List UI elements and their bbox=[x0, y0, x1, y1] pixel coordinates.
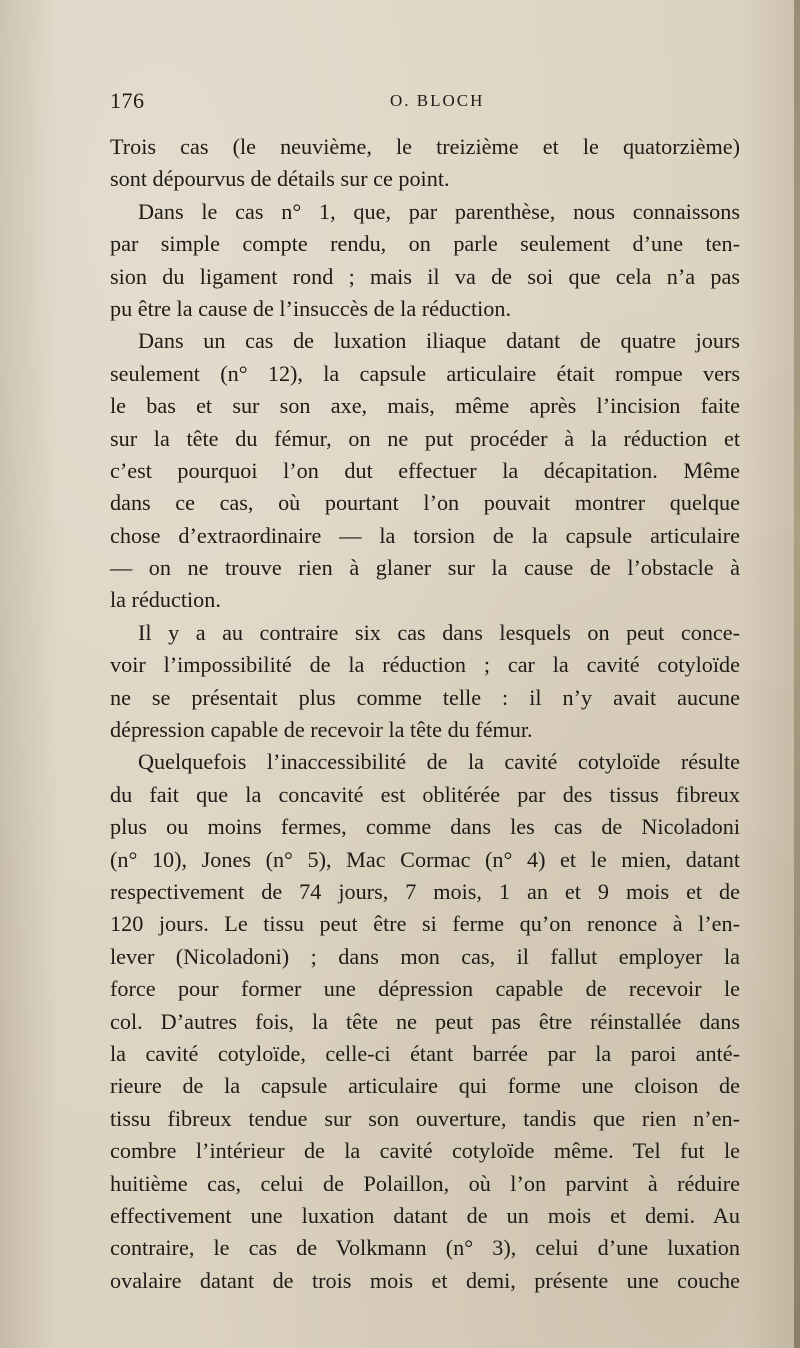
text-line: chose d’extraordinaire — la torsion de la capsule articulaire bbox=[110, 522, 740, 548]
text-line: par simple compte rendu, on parle seulement d’une ten- bbox=[110, 231, 740, 257]
text-line: Dans un cas de luxation iliaque datant de quatre jours bbox=[138, 328, 740, 354]
text-line: Dans le cas n° 1, que, par parenthèse, nous connaissons bbox=[138, 198, 740, 224]
text-line: dans ce cas, où pourtant l’on pouvait montrer quelque bbox=[110, 490, 740, 516]
body-text bbox=[110, 131, 740, 1297]
text-line: — on ne trouve rien à glaner sur la cause de l’obstacle à bbox=[110, 555, 740, 581]
text-line: voir l’impossibilité de la réduction ; car la cavité cotyloïde bbox=[110, 652, 740, 678]
text-line: Quelquefois l’inaccessibilité de la cavité cotyloïde résulte bbox=[138, 749, 740, 775]
text-line: combre l’intérieur de la cavité cotyloïde même. Tel fut le bbox=[110, 1138, 740, 1164]
text-line: ne se présentait plus comme telle : il n’y avait aucune bbox=[110, 684, 740, 710]
text-line: rieure de la capsule articulaire qui forme une cloison de bbox=[110, 1073, 740, 1099]
text-line: contraire, le cas de Volkmann (n° 3), celui d’une luxation bbox=[110, 1235, 740, 1261]
text-line: la réduction. bbox=[110, 587, 221, 613]
text-line: sur la tête du fémur, on ne put procéder à la réduction et bbox=[110, 425, 740, 451]
text-line: sion du ligament rond ; mais il va de soi que cela n’a pas bbox=[110, 263, 740, 289]
running-head: O. BLOCH bbox=[390, 91, 485, 110]
text-line: 120 jours. Le tissu peut être si ferme qu’on renonce à l’en- bbox=[110, 911, 740, 937]
text-line: tissu fibreux tendue sur son ouverture, tandis que rien n’en- bbox=[110, 1105, 740, 1131]
page-number: 176 bbox=[110, 88, 145, 113]
text-line: lever (Nicoladoni) ; dans mon cas, il fallut employer la bbox=[110, 943, 740, 969]
text-line: huitième cas, celui de Polaillon, où l’on parvint à réduire bbox=[110, 1170, 740, 1196]
text-line: ovalaire datant de trois mois et demi, présente une couche bbox=[110, 1267, 740, 1293]
text-line: effectivement une luxation datant de un mois et demi. Au bbox=[110, 1202, 740, 1228]
text-line: force pour former une dépression capable de recevoir le bbox=[110, 976, 740, 1002]
text-line: (n° 10), Jones (n° 5), Mac Cormac (n° 4) et le mien, datant bbox=[110, 846, 740, 872]
text-line: Trois cas (le neuvième, le treizième et le quatorzième) bbox=[110, 134, 740, 159]
text-line: Il y a au contraire six cas dans lesquels on peut conce- bbox=[138, 619, 740, 645]
text-line: c’est pourquoi l’on dut effectuer la décapitation. Même bbox=[110, 457, 740, 483]
text-line: col. D’autres fois, la tête ne peut pas être réinstallée dans bbox=[110, 1008, 740, 1034]
page-header bbox=[110, 88, 740, 118]
text-line: du fait que la concavité est oblitérée par des tissus fibreux bbox=[110, 781, 740, 807]
text-line: respectivement de 74 jours, 7 mois, 1 an et 9 mois et de bbox=[110, 878, 740, 904]
page-edge bbox=[794, 0, 800, 1348]
text-line: le bas et sur son axe, mais, même après l’incision faite bbox=[110, 393, 740, 419]
text-line: la cavité cotyloïde, celle-ci étant barrée par la paroi anté- bbox=[110, 1040, 740, 1066]
text-line: pu être la cause de l’insuccès de la réduction. bbox=[110, 295, 512, 321]
text-line: sont dépourvus de détails sur ce point. bbox=[110, 166, 450, 192]
text-line: seulement (n° 12), la capsule articulaire était rompue vers bbox=[110, 360, 740, 386]
text-line: plus ou moins fermes, comme dans les cas de Nicoladoni bbox=[110, 814, 740, 840]
text-line: dépression capable de recevoir la tête du fémur. bbox=[110, 717, 533, 743]
